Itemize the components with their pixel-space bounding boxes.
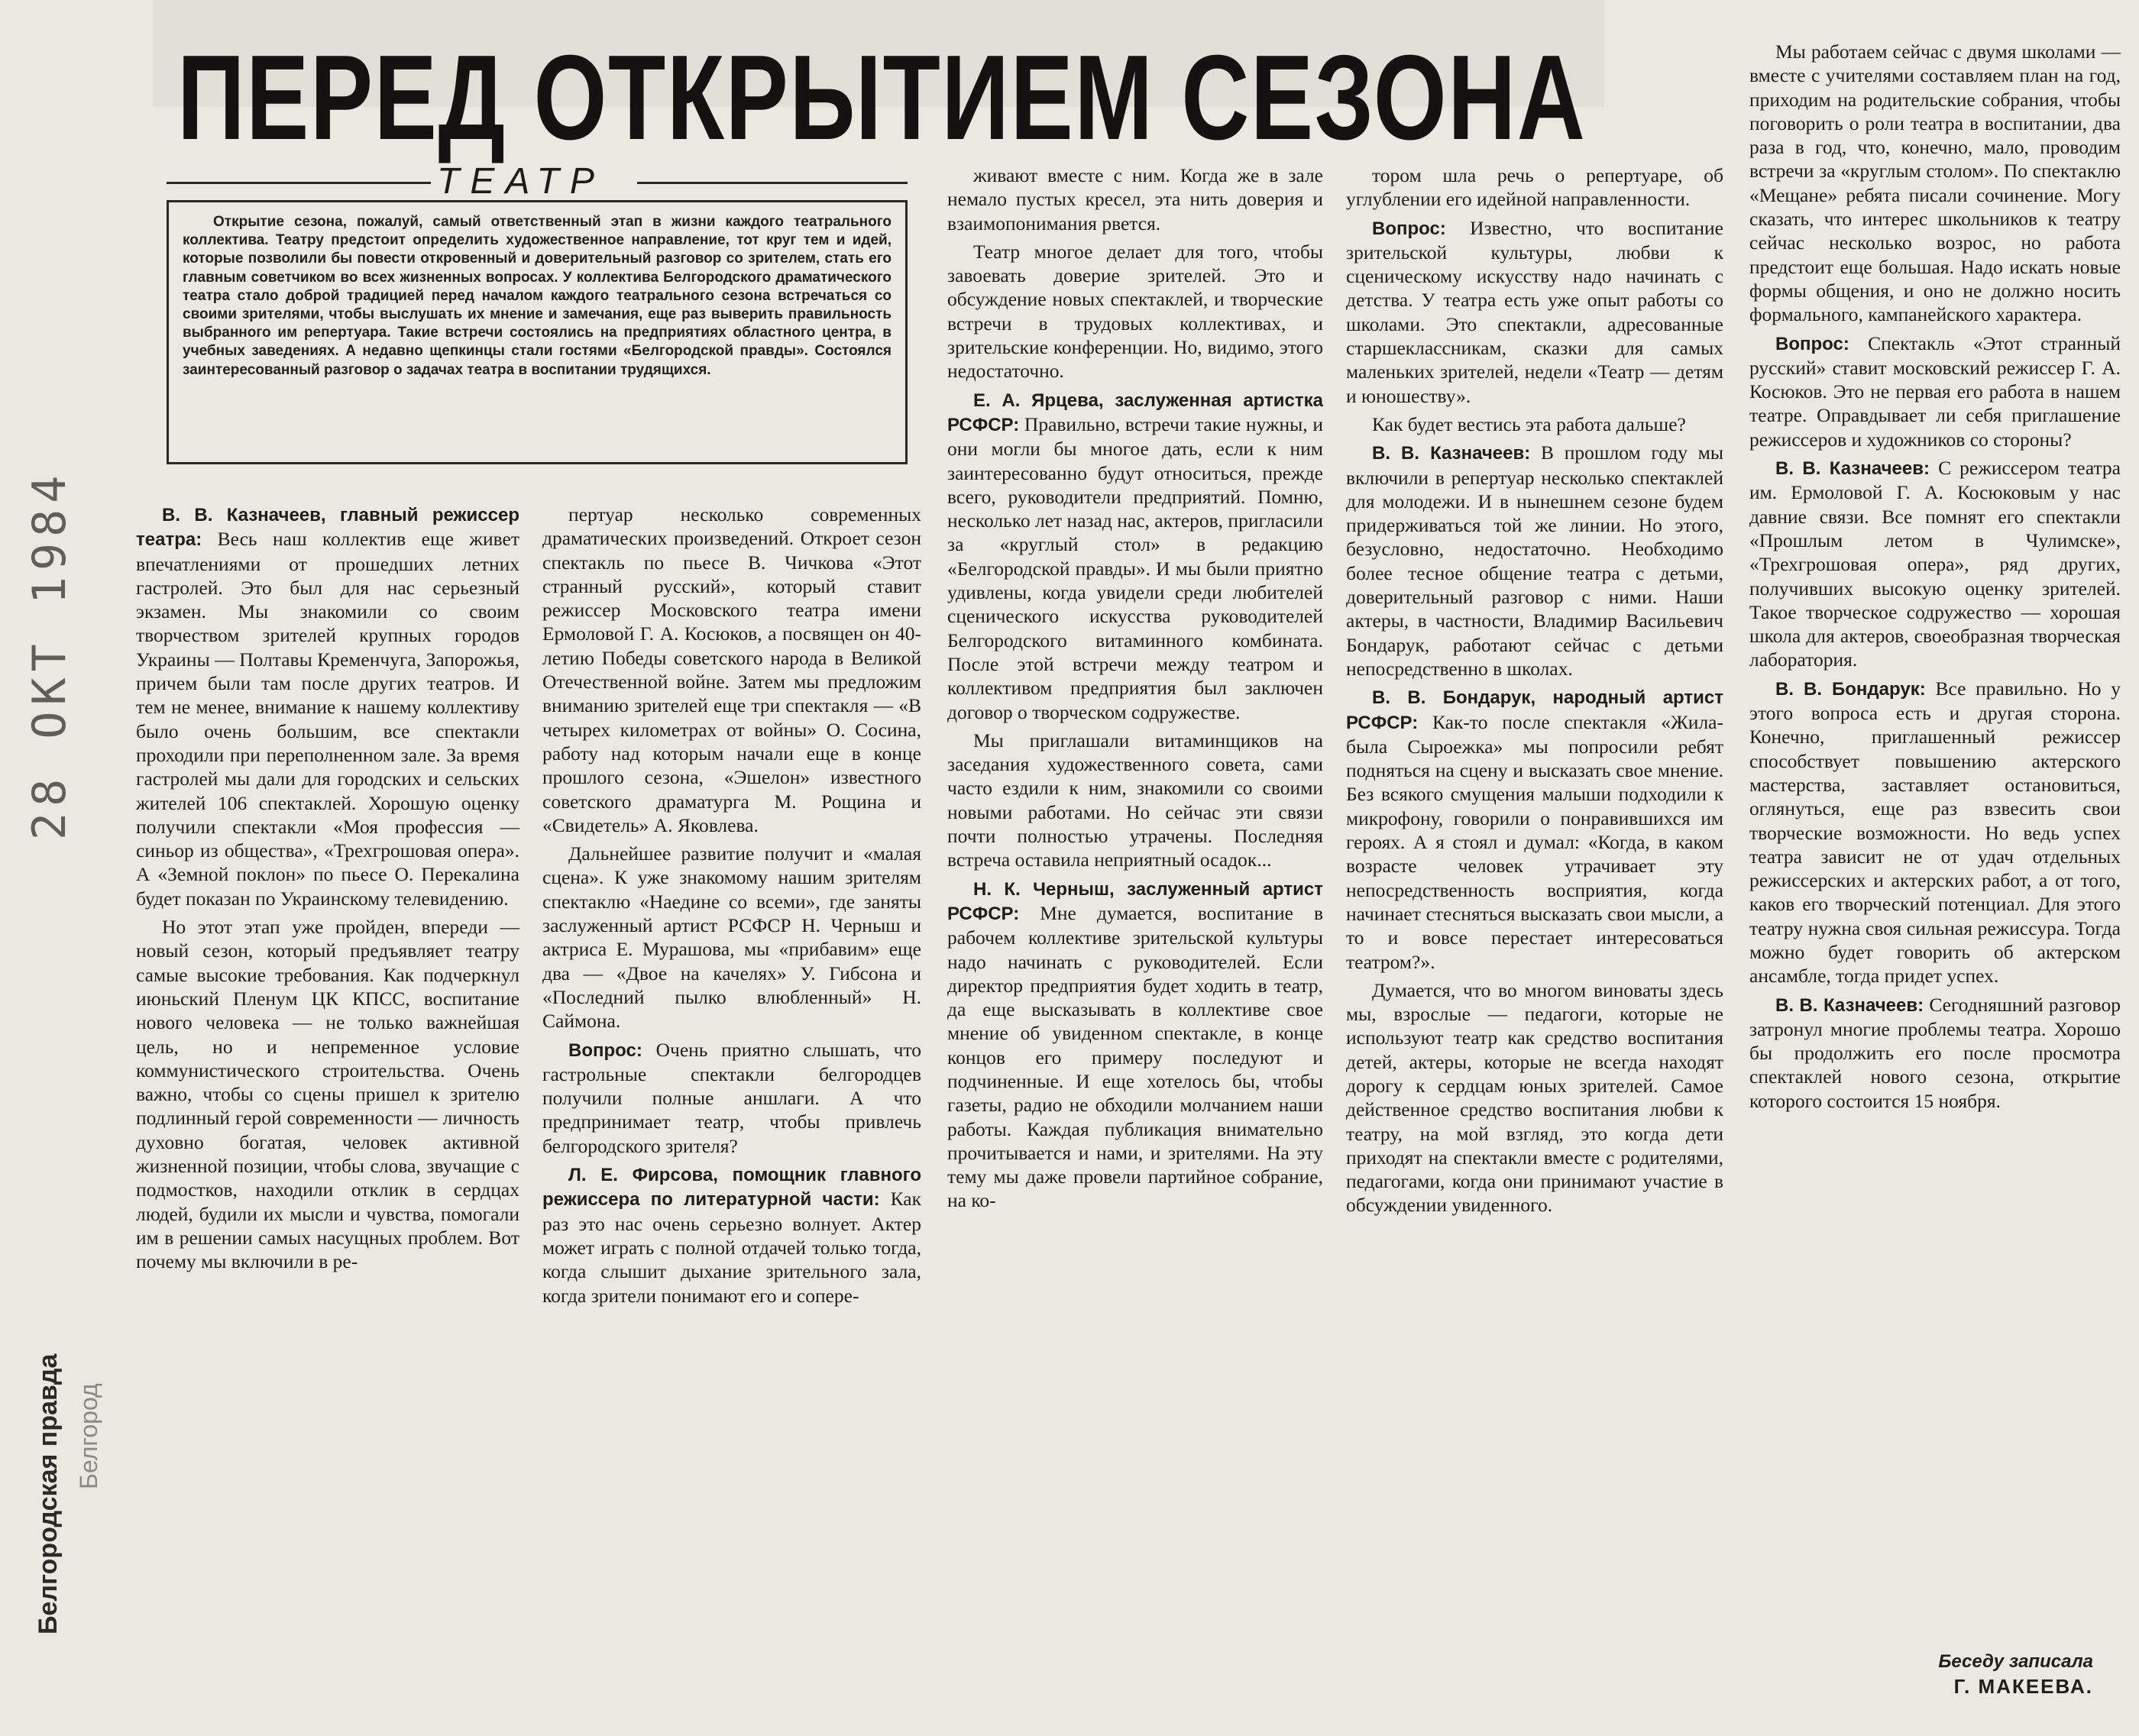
article-paragraph — [1346, 163, 1723, 212]
paragraph-text: Спектакль «Этот странный русский» ставит московский режиссер Г. А. Косюков. Это не первая его работа в нашем театре. Оправдывает ли себя приглашение режиссеров и художников со стороны? — [1749, 331, 2121, 451]
article-paragraph — [542, 842, 921, 1033]
speaker-name: Вопрос: — [568, 1039, 642, 1061]
paragraph-text: С режиссером театра им. Ермоловой Г. А. Косюковым у нас давние связи. Все помнят его спектакли «Прошлым летом в Чулимске», «Трехгрошовая опера», ряд других, получивших высокую оценку зрителей. Такое творческое содружество — хорошая школа для актеров, своеобразная творческая лаборатория. — [1749, 457, 2121, 671]
article-paragraph — [947, 388, 1323, 724]
speaker-name: Е. А. Ярцева, заслуженная артистка РСФСР: — [947, 390, 1323, 435]
article-paragraph — [1749, 331, 2121, 451]
article-paragraph — [1346, 412, 1723, 436]
article-paragraph — [1749, 677, 2121, 988]
rubric-rule-right — [637, 182, 908, 184]
speaker-name: В. В. Казначеев: — [1372, 443, 1531, 464]
speaker-name: В. В. Казначеев: — [1775, 994, 1924, 1016]
article-paragraph — [542, 1038, 921, 1158]
speaker-name: Л. Е. Фирсова, помощник главного режиссера по литературной части: — [542, 1165, 921, 1211]
paragraph-text: Дальнейшее развитие получит и «малая сцена». К уже знакомому нашим зрителям спектаклю «Наедине со всеми», где заняты заслуженный артист РСФСР Н. Черныш и актриса Е. Мурашова, мы «прибавим» еще два — «Двое на качелях» У. Гибсона и «Последний пылко влюбленный» Н. Саймона. — [542, 842, 921, 1033]
speaker-name: Н. К. Черныш, заслуженный артист РСФСР: — [947, 878, 1323, 924]
article-column-1 — [136, 503, 519, 1721]
article-paragraph — [947, 240, 1323, 383]
paragraph-text: Как раз это нас очень серьезно волнует. Актер может играть с полной отдачей только тогда, когда слышит дыхание зрительного зала, когда зрители понимают его и сопере- — [542, 1188, 921, 1307]
paragraph-text: Известно, что воспитание зрительской культуры, любви к сценическому искусству надо начинать с детства. У театра есть уже опыт работы со школами. Это спектакли, адресованные старшеклассникам, сказки для самых маленьких зрителей, недели «Театр — детям и юношеству». — [1346, 216, 1723, 407]
article-paragraph — [136, 915, 519, 1273]
speaker-name: Вопрос: — [1775, 333, 1849, 354]
article-paragraph — [947, 877, 1323, 1213]
speaker-name: В. В. Казначеев, главный режиссер театра: — [136, 505, 519, 551]
paragraph-text: пертуар несколько современных драматических произведений. Откроет сезон спектакль по пьесе В. Чичкова «Этот странный русский», который ставит режиссер Московского театра имени Ермоловой Г. А. Косюков, а посвящен он 40-летию Победы советского народа в Великой Отечественной войне. Затем мы предложим вниманию зрителей еще три спектакля — «В четырех километрах от войны» О. Сосина, работу над которым начали еще в конце прошлого сезона, «Эшелон» известного советского драматурга М. Рощина и «Свидетель» А. Яковлева. — [542, 503, 921, 836]
article-paragraph — [542, 1162, 921, 1308]
article-paragraph — [542, 503, 921, 837]
paragraph-text: Мы приглашали витаминщиков на заседания художественного совета, сами часто ездили к ним, знакомили со своими новыми работами. Но сейчас эти связи почти полностью утрачены. Последняя встреча оставила неприятный осадок... — [947, 729, 1323, 871]
source-stamp: Белгородская правда — [34, 1353, 63, 1634]
paragraph-text: Как будет вестись эта работа дальше? — [1372, 412, 1686, 435]
byline — [1849, 1650, 2093, 1699]
byline-author: Г. МАКЕЕВА. — [1953, 1675, 2093, 1698]
paragraph-text: Мы работаем сейчас с двумя школами — вместе с учителями составляем план на год, приходим на родительские собрания, чтобы поговорить о роли театра в воспитании, два раза в год, что, конечно, мало, проводим встречи за «круглым столом». По спектаклю «Мещане» ребята писали сочинение. Могу сказать, что интерес школьников к театру сейчас несколько возрос, но работа предстоит еще большая. Надо искать новые формы общения, и оно не должно носить формального, кампанейского характера. — [1749, 40, 2121, 326]
paragraph-text: Но этот этап уже пройден, впереди — новый сезон, который предъявляет театру самые высокие требования. Как подчеркнул июньский Пленум ЦК КПСС, воспитание нового человека — не только важнейшая цель, но и непременное условие коммунистического строительства. Очень важно, чтобы со сцены пришел к зрителю подлинный герой современности — личность духовно богатая, человек активной жизненной позиции, чтобы слова, звучащие с подмостков, находили отклик в сердцах людей, будили их мысли и чувства, помогали им в решении самых насущных проблем. Вот почему мы включили в ре- — [136, 916, 519, 1273]
article-column-2 — [542, 503, 921, 1721]
paragraph-text: Театр многое делает для того, чтобы завоевать доверие зрителей. Это и обсуждение новых спектаклей, и творческие встречи в трудовых коллективах, и зрительские конференции. Но, видимо, этого недостаточно. — [947, 240, 1323, 383]
article-column-4 — [1346, 163, 1723, 1721]
rubric-label: ТЕАТР — [437, 161, 605, 202]
paragraph-text: Думается, что во многом виноваты здесь мы, взрослые — педагоги, которые не используют театр как средство воспитания детей, актеры, которые не всегда находят дорогу к сердцам юных зрителей. Самое действенное средство воспитания любви к театру, на мой взгляд, это когда дети приходят на спектакли вместе с родителями, педагогами, когда они принимают участие в обсуждении увиденного. — [1346, 978, 1723, 1217]
speaker-name: В. В. Бондарук, народный артист РСФСР: — [1346, 687, 1723, 733]
article-paragraph — [947, 163, 1323, 235]
paragraph-text: Все правильно. Но у этого вопроса есть и другая сторона. Конечно, приглашенный режиссер способствует повышению актерского мастерства, заставляет остановиться, оглянуться, еще раз взвесить свои творческие возможности. Но ведь успех театра зависит не от удач отдельных режиссерских и актерских работ, а от того, каков его творческий потенциал. Для этого театру нужна своя сильная режиссура. Тогда можно будет говорить об актерском ансамбле, тогда придет успех. — [1749, 677, 2121, 988]
speaker-name: В. В. Казначеев: — [1775, 458, 1930, 480]
speaker-name: Вопрос: — [1372, 218, 1446, 239]
rubric-rule-left — [167, 182, 431, 184]
article-paragraph — [1749, 456, 2121, 672]
paragraph-text: Правильно, встречи такие нужны, и они могли бы многое дать, если к ним заинтересованно будут относиться, прежде всего, руководители предприятий. Помню, несколько лет назад нас, актеров, пригласили за «круглый стол» в редакцию «Белгородской правды». И мы были приятно удивлены, когда увидели среди любителей сценического искусства руководителей Белгородского витаминного комбината. После этой встречи между театром и коллективом предприятия был заключен договор о творческом содружестве. — [947, 412, 1324, 723]
paragraph-text: Весь наш коллектив еще живет впечатлениями от прошедших летних гастролей. Это был для нас серьезный экзамен. Мы знакомили со своим творчеством зрителей крупных городов Украины — Полтавы Кременчуга, Запорожья, причем были там после других театров. И тем не менее, внимание к нашему коллективу было очень большим, все спектакли проходили при переполненном зале. За время гастролей мы дали для городских и сельских жителей 106 спектаклей. Хорошую оценку получили спектакли «Моя профессия — синьор из общества», «Трехгрошовая опера». А «Земной поклон» по пьесе О. Перекалина будет показан по Украинскому телевидению. — [136, 528, 519, 910]
lead-paragraph: Открытие сезона, пожалуй, самый ответственный этап в жизни каждого театрального коллектива. Театру предстоит определить художественное направление, тот круг тем и идей, которые позволили бы повести откровенный и доверительный разговор со зрителем, стать его главным советчиком во всех жизненных вопросах. У коллектива Белгородского драматического театра стало доброй традицией перед началом каждого театрального сезона встречаться со своими зрителями, чтобы выслушать их мнение и замечания, еще раз выверить правильность выбранного им репертуара. Такие встречи состоялись на предприятиях областного центра, в учебных заведениях. А недавно щепкинцы стали гостями «Белгородской правды». Состоялся заинтересованный разговор о задачах театра в воспитании трудящихся. — [167, 200, 908, 464]
paragraph-text: тором шла речь о репертуаре, об углублении его идейной направленности. — [1346, 164, 1723, 211]
headline: ПЕРЕД ОТКРЫТИЕМ СЕЗОНА — [177, 31, 1587, 165]
article-paragraph — [1346, 685, 1723, 974]
article-paragraph — [1749, 993, 2121, 1113]
article-paragraph — [1346, 441, 1723, 680]
article-paragraph — [136, 503, 519, 910]
article-column-3 — [947, 163, 1323, 1721]
paragraph-text: Сегодняшний разговор затронул многие проблемы театра. Хорошо бы продолжить его после просмотра спектаклей нового сезона, открытие которого состоится 15 ноября. — [1749, 993, 2121, 1112]
speaker-name: В. В. Бондарук: — [1775, 678, 1926, 700]
paragraph-text: Мне думается, воспитание в рабочем коллективе зрительской культуры надо начинать с руководителей. Если директор предприятия будет ходить в театр, да еще высказывать в коллективе свое мнение об увиденном спектакле, в конце концов его примеру последуют и подчиненные. И еще хотелось бы, чтобы газеты, радио не обходили молчанием наши работы. Каждая публикация внимательно прочитывается и нами, и зрителями. На эту тему мы даже провели партийное собрание, на ко- — [947, 901, 1323, 1212]
article-paragraph — [1346, 978, 1723, 1217]
paragraph-text: Очень приятно слышать, что гастрольные спектакли белгородцев получили полные аншлаги. А что предпринимает театр, чтобы привлечь белгородского зрителя? — [542, 1038, 921, 1157]
city-stamp: Белгород — [75, 1383, 102, 1489]
article-paragraph — [947, 729, 1323, 872]
paragraph-text: Как-то после спектакля «Жила-была Сыроежка» мы попросили ребят подняться на сцену и высказать свое мнение. Без всякого смущения малыши подходили к микрофону, говорили о понравившихся им героях. А я стоял и думал: «Когда, в каком возрасте человек утрачивает эту непосредственность восприятия, когда начинает стесняться высказать свои мысли, а то и вовсе перестает интересоваться театром?». — [1346, 710, 1723, 973]
paragraph-text: живают вместе с ним. Когда же в зале немало пустых кресел, эта нить доверия и взаимопонимания рвется. — [947, 164, 1323, 234]
date-stamp: 28 ОКТ 1984 — [23, 469, 76, 840]
paragraph-text: В прошлом году мы включили в репертуар несколько спектаклей для молодежи. И в нынешнем сезоне будем придерживаться той же линии. Но этого, безусловно, недостаточно. Необходимо более тесное общение театра с детьми, доверительный разговор с ними. Наши актеры, в частности, Владимир Васильевич Бондарук, работают сейчас с детьми непосредственно в школах. — [1346, 441, 1724, 680]
article-paragraph — [1346, 216, 1723, 408]
article-paragraph — [1749, 40, 2121, 327]
byline-label: Беседу записала — [1938, 1651, 2093, 1672]
article-column-5 — [1749, 40, 2121, 1682]
